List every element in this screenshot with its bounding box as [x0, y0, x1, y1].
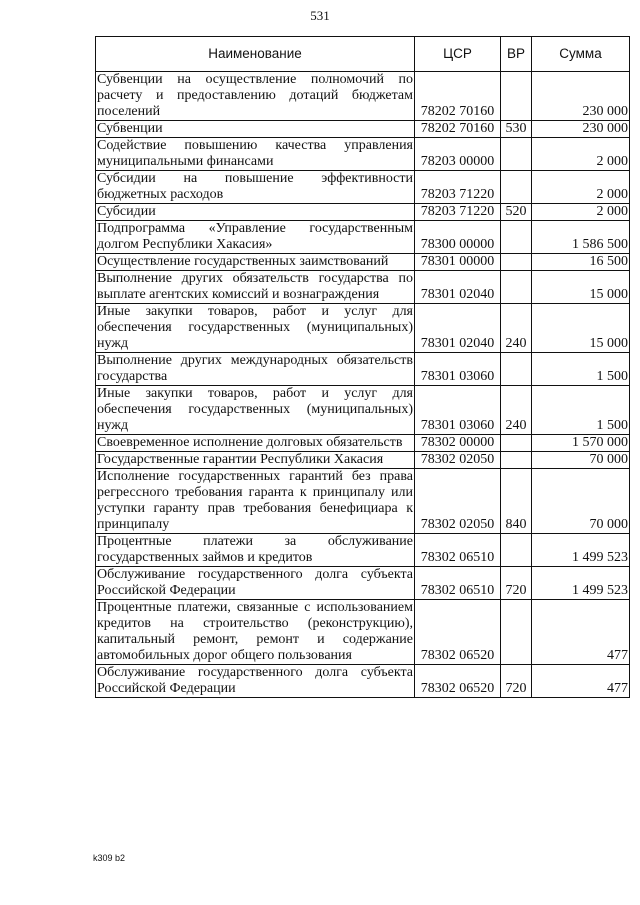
row-csr-cell: 78300 00000 [415, 221, 501, 254]
table-row [96, 304, 630, 353]
row-vr-cell [501, 221, 532, 254]
table-row [96, 567, 630, 600]
row-csr-cell: 78203 00000 [415, 138, 501, 171]
row-name-cell: Субсидии [96, 204, 415, 221]
row-csr-cell: 78202 70160 [415, 72, 501, 121]
row-sum-cell: 15 000 [532, 271, 630, 304]
row-vr-cell: 520 [501, 204, 532, 221]
header-row [96, 37, 630, 72]
row-name-cell: Иные закупки товаров, работ и услуг для обеспечения государственных (муниципальных) нужд [97, 304, 413, 351]
header-name: Наименование [96, 37, 415, 72]
header-csr: ЦСР [415, 37, 501, 72]
row-name-cell: Обслуживание государственного долга субъекта Российской Федерации [97, 567, 413, 598]
row-vr-cell: 720 [501, 567, 532, 600]
row-name-cell: Выполнение других международных обязательств государства [97, 353, 413, 384]
row-name-cell: Исполнение государственных гарантий без права регрессного требования гаранта к принципалу или уступки гаранту прав требования бенефициара к принципалу [97, 469, 413, 532]
row-sum-cell: 70 000 [532, 469, 630, 534]
row-sum-cell: 1 500 [532, 353, 630, 386]
row-name-cell: Своевременное исполнение долговых обязательств [96, 435, 415, 452]
row-sum-cell: 1 500 [532, 386, 630, 435]
table-row [96, 204, 630, 221]
table-row [96, 469, 630, 534]
table-row [96, 600, 630, 665]
row-csr-cell: 78301 00000 [415, 254, 501, 271]
table-row [96, 353, 630, 386]
table-row [96, 254, 630, 271]
row-csr-cell: 78301 02040 [415, 304, 501, 353]
row-name-cell: Осуществление государственных заимствований [96, 254, 415, 271]
row-csr-cell: 78301 02040 [415, 271, 501, 304]
table-row [96, 452, 630, 469]
row-csr-cell: 78302 06510 [415, 567, 501, 600]
row-name-cell: Подпрограмма «Управление государственным долгом Республики Хакасия» [97, 221, 413, 252]
header-vr: ВР [501, 37, 532, 72]
row-name-cell: Субвенции на осуществление полномочий по расчету и предоставлению дотаций бюджетам поселений [97, 72, 413, 119]
table-row [96, 171, 630, 204]
row-csr-cell: 78301 03060 [415, 353, 501, 386]
row-sum-cell: 2 000 [532, 171, 630, 204]
row-name-cell: Процентные платежи за обслуживание государственных займов и кредитов [97, 534, 413, 565]
header-sum: Сумма [532, 37, 630, 72]
row-sum-cell: 70 000 [532, 452, 630, 469]
row-name-cell: Иные закупки товаров, работ и услуг для обеспечения государственных (муниципальных) нужд [97, 386, 413, 433]
row-sum-cell: 230 000 [532, 121, 630, 138]
row-vr-cell [501, 600, 532, 665]
row-vr-cell: 840 [501, 469, 532, 534]
table-row [96, 534, 630, 567]
row-sum-cell: 1 570 000 [532, 435, 630, 452]
table-row [96, 138, 630, 171]
row-sum-cell: 1 586 500 [532, 221, 630, 254]
row-vr-cell [501, 452, 532, 469]
row-vr-cell [501, 534, 532, 567]
row-vr-cell: 530 [501, 121, 532, 138]
row-sum-cell: 477 [532, 665, 630, 698]
table-row [96, 271, 630, 304]
row-name-cell: Содействие повышению качества управления муниципальными финансами [97, 138, 413, 169]
row-vr-cell [501, 353, 532, 386]
row-vr-cell [501, 271, 532, 304]
row-sum-cell: 1 499 523 [532, 567, 630, 600]
row-sum-cell: 15 000 [532, 304, 630, 353]
row-vr-cell: 240 [501, 304, 532, 353]
row-csr-cell: 78302 02050 [415, 469, 501, 534]
row-vr-cell [501, 171, 532, 204]
row-sum-cell: 1 499 523 [532, 534, 630, 567]
row-vr-cell [501, 435, 532, 452]
footer-code: k309 b2 [93, 853, 126, 863]
row-csr-cell: 78302 02050 [415, 452, 501, 469]
row-name-cell: Процентные платежи, связанные с использованием кредитов на строительство (реконструкцию), капитальный ремонт, ремонт и содержание автомобильных дорог общего пользования [97, 600, 413, 663]
row-csr-cell: 78202 70160 [415, 121, 501, 138]
table-row [96, 386, 630, 435]
page-number: 531 [310, 8, 330, 23]
row-name-cell: Субсидии на повышение эффективности бюджетных расходов [97, 171, 413, 202]
row-vr-cell [501, 72, 532, 121]
row-csr-cell: 78203 71220 [415, 204, 501, 221]
row-csr-cell: 78302 06520 [415, 600, 501, 665]
table-row [96, 665, 630, 698]
table-row [96, 221, 630, 254]
row-name-cell: Государственные гарантии Республики Хакасия [96, 452, 415, 469]
row-vr-cell [501, 138, 532, 171]
row-csr-cell: 78302 06520 [415, 665, 501, 698]
row-name-cell: Выполнение других обязательств государства по выплате агентских комиссий и вознаграждения [97, 271, 413, 302]
row-csr-cell: 78203 71220 [415, 171, 501, 204]
row-csr-cell: 78301 03060 [415, 386, 501, 435]
row-vr-cell [501, 254, 532, 271]
row-sum-cell: 230 000 [532, 72, 630, 121]
table-row [96, 121, 630, 138]
row-sum-cell: 2 000 [532, 138, 630, 171]
row-vr-cell: 240 [501, 386, 532, 435]
budget-table [95, 36, 630, 698]
row-sum-cell: 2 000 [532, 204, 630, 221]
table-row [96, 435, 630, 452]
row-name-cell: Субвенции [96, 121, 415, 138]
row-vr-cell: 720 [501, 665, 532, 698]
row-name-cell: Обслуживание государственного долга субъекта Российской Федерации [97, 665, 413, 696]
table-row [96, 72, 630, 121]
row-sum-cell: 16 500 [532, 254, 630, 271]
row-csr-cell: 78302 06510 [415, 534, 501, 567]
row-csr-cell: 78302 00000 [415, 435, 501, 452]
row-sum-cell: 477 [532, 600, 630, 665]
